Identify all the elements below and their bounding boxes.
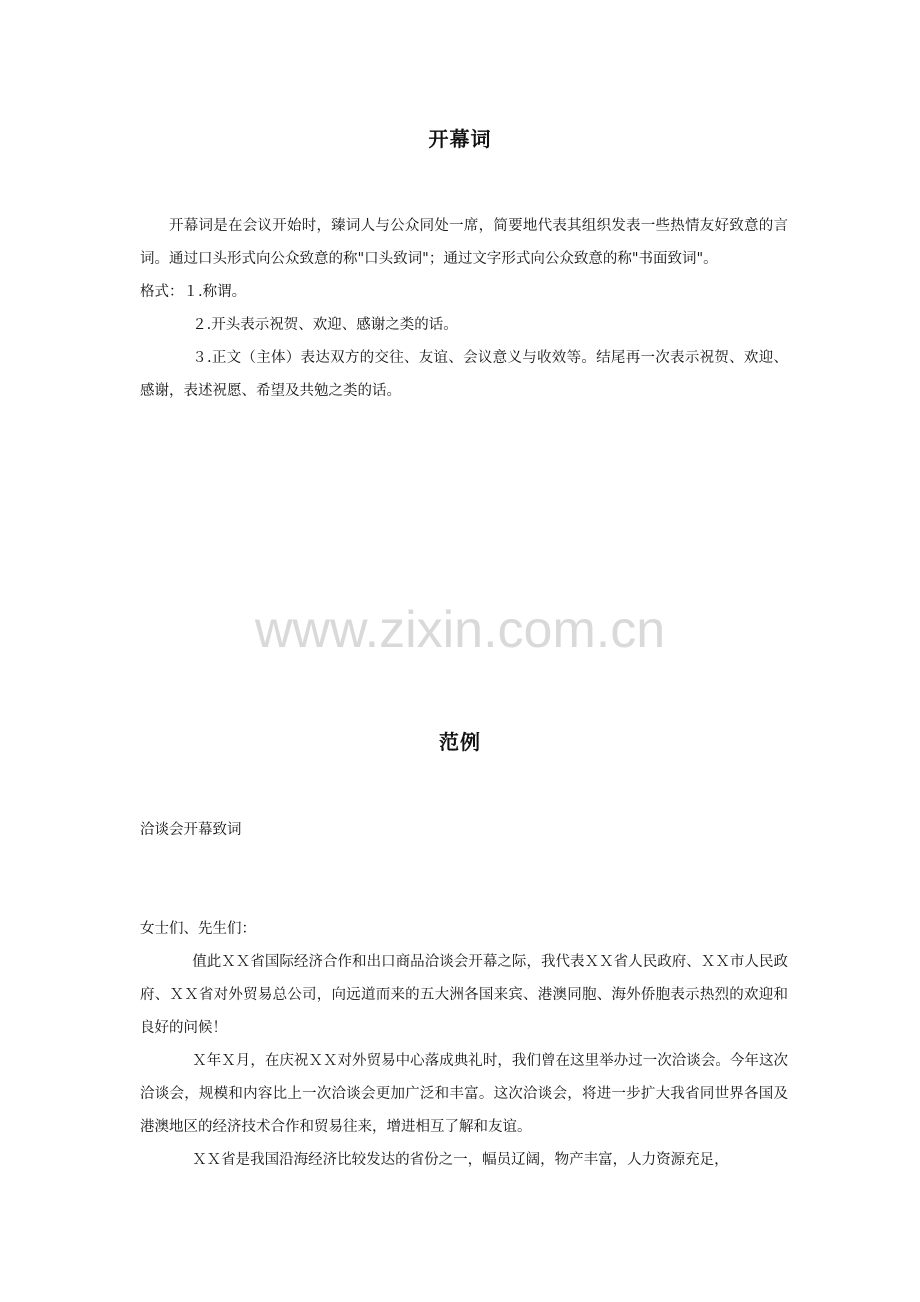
page-title: 开幕词 <box>428 127 492 151</box>
format-item-1: 格式：１.称谓。 <box>140 284 247 300</box>
format-item-3: ３.正文（主体）表达双方的交往、友谊、会议意义与收效等。结尾再一次表示祝贺、欢迎、感谢，表述祝愿、希望及共勉之类的话。 <box>140 350 788 399</box>
example-subtitle: 洽谈会开幕致词 <box>140 822 242 838</box>
example-paragraph-1: 值此ＸＸ省国际经济合作和出口商品洽谈会开幕之际，我代表ＸＸ省人民政府、ＸＸ市人民政府、ＸＸ省对外贸易总公司，向远道而来的五大洲各国来宾、港澳同胞、海外侨胞表示热烈的欢迎和良好的问候！ <box>140 954 788 1036</box>
example-title: 范例 <box>439 730 481 754</box>
watermark: www.zixin.com.cn <box>254 601 666 659</box>
example-section <box>140 814 788 1177</box>
format-item-2: ２.开头表示祝贺、欢迎、感谢之类的话。 <box>192 317 458 333</box>
example-salutation: 女士们、先生们： <box>140 921 256 937</box>
example-paragraph-2: Ｘ年Ｘ月，在庆祝ＸＸ对外贸易中心落成典礼时，我们曾在这里举办过一次洽谈会。今年这次洽谈会，规模和内容比上一次洽谈会更加广泛和丰富。这次洽谈会，将进一步扩大我省同世界各国及港澳地区的经济技术合作和贸易往来，增进相互了解和友谊。 <box>140 1053 788 1135</box>
intro-section <box>140 210 788 408</box>
example-paragraph-3: ＸＸ省是我国沿海经济比较发达的省份之一，幅员辽阔，物产丰富，人力资源充足， <box>192 1152 729 1168</box>
intro-paragraph: 开幕词是在会议开始时，臻词人与公众同处一席，简要地代表其组织发表一些热情友好致意的言词。通过口头形式向公众致意的称"口头致词"；通过文字形式向公众致意的称"书面致词"。 <box>140 218 788 267</box>
